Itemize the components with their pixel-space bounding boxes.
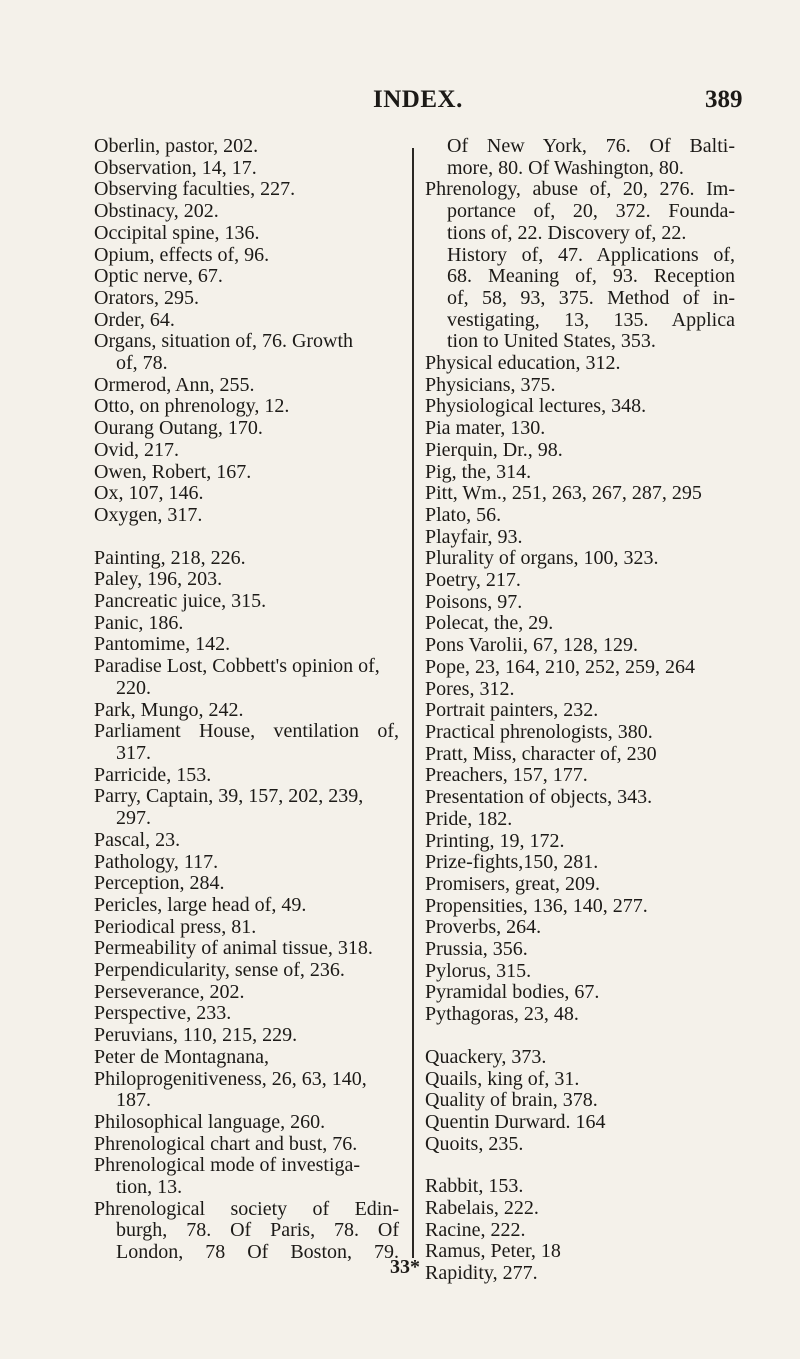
index-entry-line: Philoprogenitiveness, 26, 63, 140, <box>94 1067 367 1090</box>
index-entry-line: vestigating, 13, 135. Applica <box>447 308 735 331</box>
index-entry-line: Order, 64. <box>94 308 175 331</box>
index-entry-line: Pores, 312. <box>425 677 515 700</box>
index-entry-line: Parry, Captain, 39, 157, 202, 239, <box>94 785 364 808</box>
index-entry-line: Quentin Durward. 164 <box>425 1110 606 1133</box>
index-entry-line: 317. <box>116 741 151 764</box>
index-entry-line: Racine, 222. <box>425 1218 526 1241</box>
index-entry-line: of, 58, 93, 375. Method of in- <box>447 286 735 309</box>
index-entry-line: Organs, situation of, 76. Growth <box>94 330 354 353</box>
index-entry-line: Pascal, 23. <box>94 828 181 851</box>
index-entry-line: Proverbs, 264. <box>425 916 542 939</box>
index-entry-line: Pia mater, 130. <box>425 417 546 440</box>
index-entry-line: Physicians, 375. <box>425 373 556 396</box>
index-entry-line: Owen, Robert, 167. <box>94 460 252 483</box>
index-entry-line: Perception, 284. <box>94 872 225 895</box>
index-entry-line: Physiological lectures, 348. <box>425 395 647 418</box>
index-entry-line: Rabelais, 222. <box>425 1197 539 1220</box>
index-entry-line: Permeability of animal tissue, 318. <box>94 937 373 960</box>
index-entry-line: Quoits, 235. <box>425 1132 524 1155</box>
index-entry-line: Prize-fights,150, 281. <box>425 851 599 874</box>
index-entry-line: Polecat, the, 29. <box>425 612 554 635</box>
index-entry-line: History of, 47. Applications of, <box>447 243 735 266</box>
index-entry-line: Pylorus, 315. <box>425 959 532 982</box>
running-title: INDEX. <box>373 86 463 113</box>
index-entry-line: Peter de Montagnana, <box>94 1045 269 1068</box>
index-entry-line: Phrenological chart and bust, 76. <box>94 1132 358 1155</box>
index-entry-line: Ormerod, Ann, 255. <box>94 373 255 396</box>
index-entry-line: Printing, 19, 172. <box>425 829 565 852</box>
index-entry-line: Park, Mungo, 242. <box>94 698 244 721</box>
index-entry-line: Pathology, 117. <box>94 850 219 873</box>
index-entry-line: Pope, 23, 164, 210, 252, 259, 264 <box>425 655 695 678</box>
index-entry-line: Ourang Outang, 170. <box>94 417 263 440</box>
index-entry-line: Oxygen, 317. <box>94 503 203 526</box>
index-entry-line: Phrenology, abuse of, 20, 276. Im- <box>425 178 735 201</box>
index-entry-line: Perpendicularity, sense of, 236. <box>94 959 345 982</box>
index-entry-line: Optic nerve, 67. <box>94 265 223 288</box>
index-entry-line: of, 78. <box>116 352 168 375</box>
index-entry-line: London, 78 Of Boston, 79. <box>116 1241 399 1264</box>
index-entry-line: 187. <box>116 1089 151 1112</box>
index-entry-line: Presentation of objects, 343. <box>425 786 653 809</box>
index-entry-line: Poetry, 217. <box>425 569 521 592</box>
index-entry-line: Occipital spine, 136. <box>94 221 260 244</box>
index-entry-line: Opium, effects of, 96. <box>94 243 270 266</box>
index-entry-line: Oberlin, pastor, 202. <box>94 135 259 157</box>
index-entry-line: Ox, 107, 146. <box>94 482 204 505</box>
index-entry-line: Periodical press, 81. <box>94 915 257 938</box>
index-entry-line: Painting, 218, 226. <box>94 546 246 569</box>
page-header <box>0 86 800 116</box>
index-entry-line: Quails, king of, 31. <box>425 1067 580 1090</box>
index-entry-line: Pons Varolii, 67, 128, 129. <box>425 634 638 657</box>
index-entry-line: Pyramidal bodies, 67. <box>425 981 600 1004</box>
index-entry-line: Practical phrenologists, 380. <box>425 720 653 743</box>
index-entry-line: Poisons, 97. <box>425 590 523 613</box>
index-entry-line: portance of, 20, 372. Founda- <box>447 200 735 223</box>
index-entry-line: Pig, the, 314. <box>425 460 532 483</box>
index-entry-line: Portrait painters, 232. <box>425 699 599 722</box>
index-entry-line: burgh, 78. Of Paris, 78. Of <box>116 1219 399 1242</box>
page-number: 389 <box>705 86 743 113</box>
index-entry-line: Parricide, 153. <box>94 763 212 786</box>
index-entry-line: tion to United States, 353. <box>447 330 656 353</box>
index-entry-line: Orators, 295. <box>94 286 199 309</box>
index-entry-line: Rapidity, 277. <box>425 1262 538 1285</box>
index-entry-line: Pitt, Wm., 251, 263, 267, 287, 295 <box>425 482 702 505</box>
index-entry-line: Perseverance, 202. <box>94 980 245 1003</box>
index-entry-line: Pride, 182. <box>425 807 513 830</box>
index-entry-line: Pratt, Miss, character of, 230 <box>425 742 657 765</box>
index-entry-line: 297. <box>116 807 151 830</box>
index-entry-line: Phrenological mode of investiga- <box>94 1154 361 1177</box>
index-entry-line: tion, 13. <box>116 1176 183 1199</box>
index-entry-line: Observation, 14, 17. <box>94 156 257 179</box>
index-entry-line: more, 80. Of Washington, 80. <box>447 156 684 179</box>
index-entry-line: Paley, 196, 203. <box>94 568 223 591</box>
index-entry-line: Prussia, 356. <box>425 938 528 961</box>
index-entry-line: Pierquin, Dr., 98. <box>425 438 563 461</box>
index-entry-line: Pancreatic juice, 315. <box>94 590 267 613</box>
index-entry-line: Perspective, 233. <box>94 1002 232 1025</box>
index-entry-line: tions of, 22. Discovery of, 22. <box>447 221 687 244</box>
index-entry-line: Rabbit, 153. <box>425 1175 524 1198</box>
index-entry-line: Physical education, 312. <box>425 352 621 375</box>
left-column <box>94 136 399 1264</box>
index-entry-line: Parliament House, ventilation of, <box>94 720 399 743</box>
index-entry-line: Panic, 186. <box>94 611 184 634</box>
index-entry-line: Plurality of organs, 100, 323. <box>425 547 659 570</box>
index-entry-line: Promisers, great, 209. <box>425 872 600 895</box>
index-entry-line: Propensities, 136, 140, 277. <box>425 894 648 917</box>
index-entry-line: Obstinacy, 202. <box>94 200 219 223</box>
index-entry-line: 220. <box>116 676 151 699</box>
index-entry-line: Plato, 56. <box>425 503 502 526</box>
right-column <box>425 136 735 1285</box>
index-entry-line: Peruvians, 110, 215, 229. <box>94 1024 298 1047</box>
index-entry-line: Pythagoras, 23, 48. <box>425 1003 579 1026</box>
index-entry-line: Of New York, 76. Of Balti- <box>447 135 735 157</box>
column-divider <box>412 148 414 1258</box>
index-entry-line: Quality of brain, 378. <box>425 1089 598 1112</box>
signature-mark: 33* <box>390 1256 420 1278</box>
index-entry-line: Philosophical language, 260. <box>94 1110 326 1133</box>
index-entry-line: Quackery, 373. <box>425 1045 547 1068</box>
index-entry-line: Ramus, Peter, 18 <box>425 1240 561 1263</box>
index-entry-line: Ovid, 217. <box>94 438 179 461</box>
index-entry-line: Playfair, 93. <box>425 525 523 548</box>
index-entry-line: Pantomime, 142. <box>94 633 231 656</box>
index-entry-line: Paradise Lost, Cobbett's opinion of, <box>94 655 380 678</box>
index-entry-line: Pericles, large head of, 49. <box>94 893 307 916</box>
index-entry-line: Otto, on phrenology, 12. <box>94 395 290 418</box>
index-entry-line: Phrenological society of Edin- <box>94 1197 399 1220</box>
index-entry-line: Preachers, 157, 177. <box>425 764 588 787</box>
index-entry-line: 68. Meaning of, 93. Reception <box>447 265 735 288</box>
index-entry-line: Observing faculties, 227. <box>94 178 296 201</box>
